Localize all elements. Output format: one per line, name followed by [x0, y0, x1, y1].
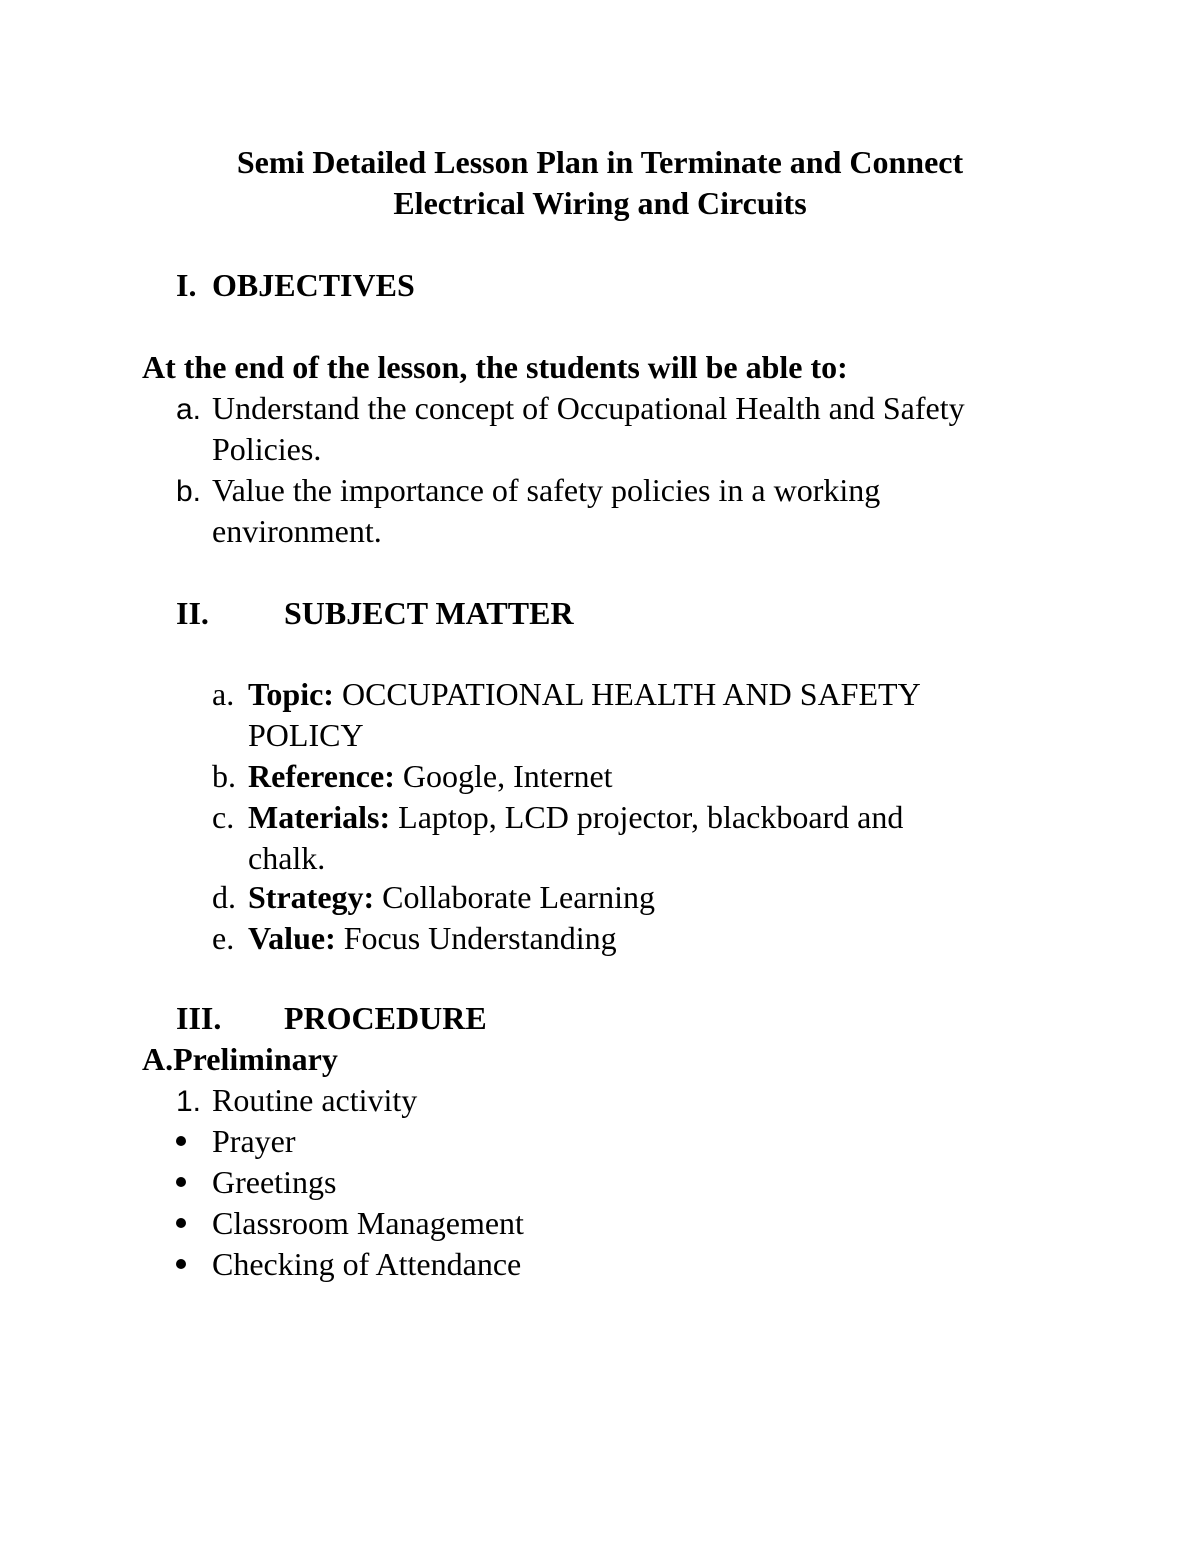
subject-marker-a: a.	[212, 676, 235, 712]
subject-value-value: Focus Understanding	[335, 920, 617, 956]
bullet-icon	[176, 1218, 186, 1228]
objective-marker-a: a.	[176, 393, 202, 426]
subject-marker-c: c.	[212, 799, 235, 835]
subject-label-reference: Reference:	[248, 758, 395, 794]
section-numeral-procedure: III.	[176, 1000, 222, 1036]
bullet-item-prayer: Prayer	[212, 1123, 296, 1159]
subject-label-topic: Topic:	[248, 676, 334, 712]
subject-item-value	[248, 918, 617, 959]
objectives-intro: At the end of the lesson, the students will be able to:	[142, 349, 848, 385]
section-numeral-subject-matter: II.	[176, 595, 209, 631]
subject-marker-b: b.	[212, 758, 236, 794]
section-heading-objectives: OBJECTIVES	[212, 267, 415, 303]
section-heading-subject-matter: SUBJECT MATTER	[284, 595, 574, 631]
section-heading-procedure: PROCEDURE	[284, 1000, 487, 1036]
subject-item-strategy	[248, 877, 655, 918]
subject-value-strategy: Collaborate Learning	[374, 879, 655, 915]
subject-value-reference: Google, Internet	[394, 758, 613, 794]
title-line-2: Electrical Wiring and Circuits	[393, 185, 807, 221]
subject-value-topic: OCCUPATIONAL HEALTH AND SAFETY	[333, 676, 921, 712]
procedure-numbered-marker: 1.	[176, 1085, 202, 1118]
bullet-icon	[176, 1259, 186, 1269]
objective-item-b-line1: Value the importance of safety policies in a working	[212, 472, 881, 508]
subject-item-topic	[248, 674, 921, 715]
subject-label-value: Value:	[248, 920, 336, 956]
bullet-item-checking-attendance: Checking of Attendance	[212, 1246, 522, 1282]
bullet-icon	[176, 1136, 186, 1146]
subject-marker-d: d.	[212, 879, 236, 915]
objective-item-a-line2: Policies.	[212, 431, 322, 467]
objective-item-b-line2: environment.	[212, 513, 382, 549]
bullet-icon	[176, 1177, 186, 1187]
section-numeral-objectives: I.	[176, 267, 197, 303]
subject-item-reference	[248, 756, 613, 797]
subject-label-materials: Materials:	[248, 799, 391, 835]
procedure-subsection-preliminary: A.Preliminary	[142, 1041, 338, 1077]
subject-item-materials	[248, 797, 903, 838]
bullet-item-greetings: Greetings	[212, 1164, 337, 1200]
bullet-item-classroom-management: Classroom Management	[212, 1205, 524, 1241]
subject-value-materials: Laptop, LCD projector, blackboard and	[390, 799, 904, 835]
subject-label-strategy: Strategy:	[248, 879, 375, 915]
objective-item-a-line1: Understand the concept of Occupational Health and Safety	[212, 390, 965, 426]
objective-marker-b: b.	[176, 475, 202, 508]
subject-marker-e: e.	[212, 920, 235, 956]
subject-value-materials-line2: chalk.	[248, 840, 326, 876]
document-title	[0, 142, 1200, 224]
procedure-numbered-item: Routine activity	[212, 1082, 418, 1118]
subject-value-topic-line2: POLICY	[248, 717, 364, 753]
title-line-1: Semi Detailed Lesson Plan in Terminate and Connect	[236, 144, 964, 180]
